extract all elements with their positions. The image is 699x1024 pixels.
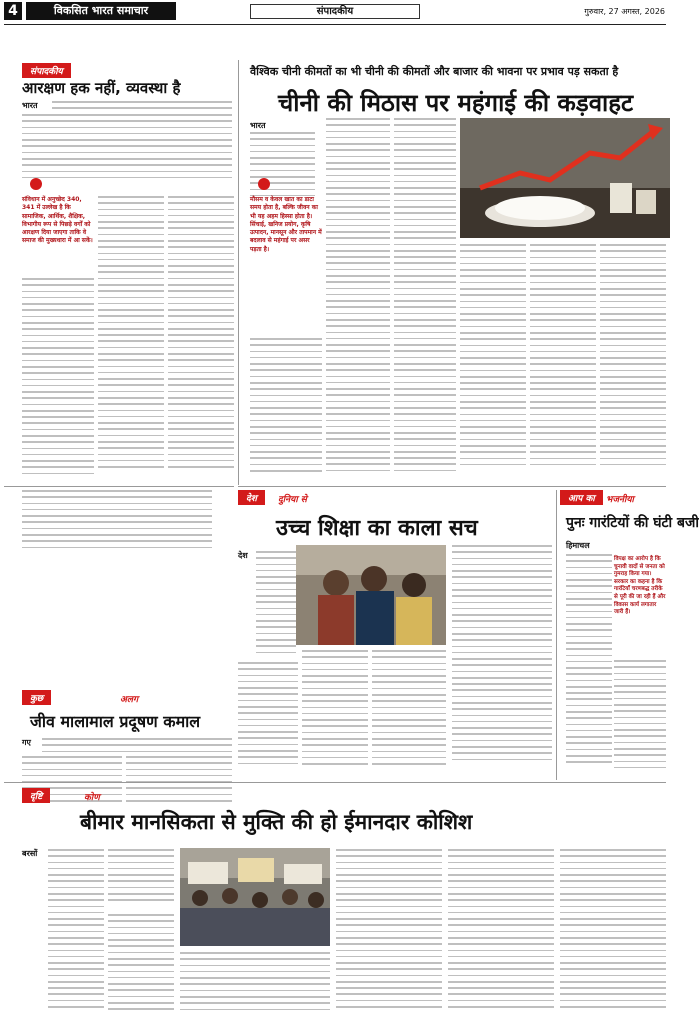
students-photo: [296, 545, 446, 645]
mental-health-body-col6: [560, 849, 666, 1017]
protest-photo: [180, 848, 330, 946]
feature-body-col3: [394, 118, 456, 480]
mental-health-tag-right: कोण: [84, 793, 100, 803]
pollution-headline: जीव मालामाल प्रदूषण कमाल: [30, 712, 201, 731]
guarantee-pull-quote: विपक्ष का आरोप है कि चुनावी वादों से जनता को गुमराह किया गया। सरकार का कहना है कि गारंटियाँ चरणबद्ध तरीके से पूरी की जा रही हैं और विकास कार्य लगातार जारी हैं।: [614, 556, 666, 616]
header-rule: [4, 24, 666, 25]
feature-body-col1b: [250, 338, 322, 478]
editorial-body-bottom: [22, 490, 212, 556]
editorial-body-col3: [168, 196, 234, 478]
mental-health-body-col2a: [108, 849, 174, 909]
education-tag-left: देश: [238, 490, 265, 505]
education-body-col2: [302, 650, 368, 772]
mental-health-headline: बीमार मानसिकता से मुक्ति की हो ईमानदार कोशिश: [80, 810, 473, 834]
editorial-pull-quote: संविधान में अनुच्छेद 340, 341 में उल्लेख है कि सामाजिक, आर्थिक, शैक्षिक, विभागीय रूप से पिछड़े वर्गों को आरक्षण दिया जाएगा ताकि वे समाज की मुख्यधारा में आ सकें।: [22, 196, 93, 245]
education-body-col1a: [256, 551, 296, 661]
guarantee-tag-left: आप का: [560, 490, 603, 505]
page-header: [0, 0, 670, 22]
editorial-body-intro: [52, 101, 232, 114]
section-rule: [238, 486, 666, 487]
editorial-body-top: [22, 114, 232, 182]
newspaper-name: विकसित भारत समाचार: [26, 2, 176, 20]
feature-dateline: भारत: [250, 121, 266, 130]
education-body-col1b: [238, 662, 298, 772]
pollution-body-intro: [42, 738, 232, 757]
guarantee-body-col1: [566, 554, 612, 774]
column-divider: [556, 490, 557, 780]
editorial-dateline: भारत: [22, 101, 38, 110]
editorial-tag: संपादकीय: [22, 63, 71, 78]
mental-health-tag-left: दृष्टि: [22, 788, 50, 803]
quote-marker-icon: [30, 178, 42, 190]
editorial-headline: आरक्षण हक नहीं, व्यवस्था है: [22, 79, 181, 97]
section-rule: [4, 486, 234, 487]
feature-body-col1a: [250, 132, 315, 202]
guarantee-tag-right: भजनीया: [606, 495, 634, 505]
sugar-rising-chart-photo: [460, 118, 670, 238]
education-body-col3: [372, 650, 446, 772]
pollution-dateline: गए: [22, 738, 31, 747]
mental-health-body-col4: [336, 849, 442, 1017]
feature-kicker: वैश्विक चीनी कीमतों का भी चीनी की कीमतों और बाजार की भावना पर प्रभाव पड़ सकता है: [250, 65, 619, 78]
editorial-body-col2: [98, 196, 164, 478]
guarantee-dateline: हिमाचल: [566, 541, 590, 550]
education-headline: उच्च शिक्षा का काला सच: [276, 516, 478, 541]
pollution-tag-left: कुछ: [22, 690, 51, 705]
feature-body-col6: [600, 244, 666, 480]
education-tag-right: दुनिया से: [278, 495, 307, 505]
feature-pull-quote: मौसम व केवल खात का डाटा समय होता है, बल्कि जीवन का भी यह अहम हिस्सा होता है। सिंचाई, खनिज प्रयोग, कृषि उत्पादन, मानसून और तापमान में बदलाव से महंगाई पर असर पड़ता है।: [250, 196, 322, 253]
education-body-col4: [452, 545, 552, 772]
issue-date: गुरुवार, 27 अगस्त, 2026: [584, 7, 665, 16]
guarantee-headline: पुनः गारंटियों की घंटी बजी: [566, 515, 699, 531]
quote-marker-icon: [258, 178, 270, 190]
mental-health-body-col2b: [108, 914, 174, 1017]
pollution-tag-right: अलग: [120, 695, 139, 705]
feature-headline: चीनी की मिठास पर महंगाई की कड़वाहट: [278, 89, 634, 117]
column-divider: [238, 60, 239, 485]
guarantee-body-col2: [614, 660, 666, 774]
editorial-body-col1: [22, 278, 94, 478]
feature-body-col5: [530, 244, 596, 480]
mental-health-body-col3: [180, 952, 330, 1017]
mental-health-body-col1: [48, 849, 104, 1017]
mental-health-body-col5: [448, 849, 554, 1017]
section-title: संपादकीय: [250, 4, 420, 19]
feature-body-col2: [326, 118, 390, 480]
education-dateline: देश: [238, 551, 248, 560]
mental-health-dateline: बरसों: [22, 849, 38, 858]
feature-body-col4: [460, 244, 526, 480]
section-rule: [4, 782, 666, 783]
pollution-body-col2: [126, 756, 232, 806]
page-number: 4: [4, 2, 22, 20]
